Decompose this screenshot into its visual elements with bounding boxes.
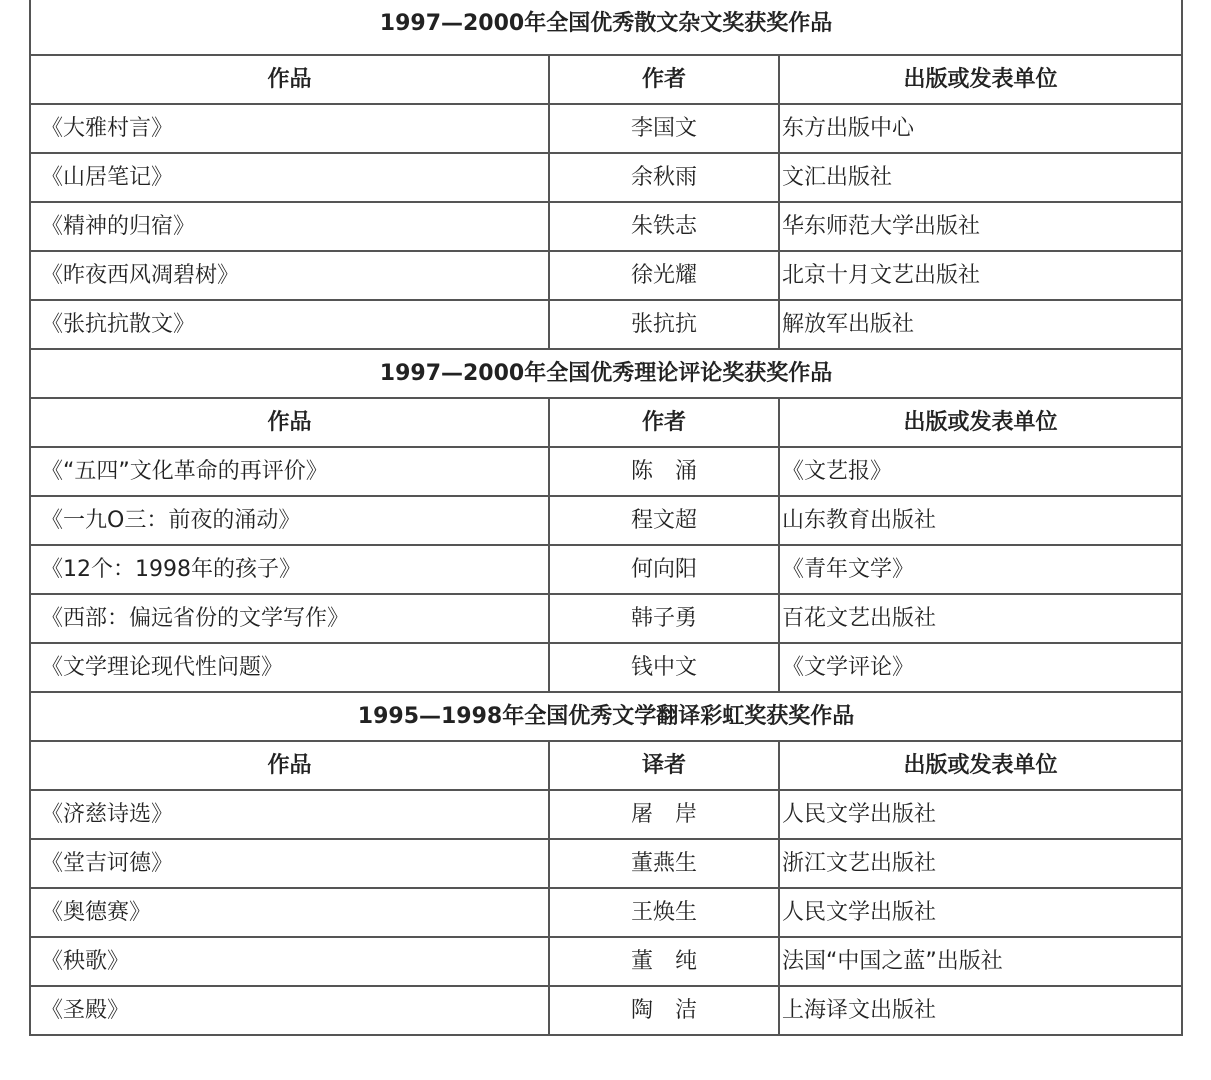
section-title: 1997—2000年全国优秀散文杂文奖获奖作品 [30, 0, 1182, 55]
translator-cell: 屠 岸 [549, 790, 779, 839]
publisher-cell: 法国“中国之蓝”出版社 [779, 937, 1182, 986]
work-cell: 《一九O三：前夜的涌动》 [30, 496, 549, 545]
work-cell: 《大雅村言》 [30, 104, 549, 153]
work-cell: 《文学理论现代性问题》 [30, 643, 549, 692]
header-translator: 译者 [549, 741, 779, 790]
work-cell: 《山居笔记》 [30, 153, 549, 202]
table-row [30, 153, 1182, 202]
header-author: 作者 [549, 398, 779, 447]
column-header-row [30, 55, 1182, 104]
author-cell: 李国文 [549, 104, 779, 153]
translator-cell: 王焕生 [549, 888, 779, 937]
publisher-cell: 《青年文学》 [779, 545, 1182, 594]
table-row [30, 888, 1182, 937]
table-row [30, 251, 1182, 300]
table-row [30, 986, 1182, 1035]
author-cell: 程文超 [549, 496, 779, 545]
work-cell: 《精神的归宿》 [30, 202, 549, 251]
work-cell: 《秧歌》 [30, 937, 549, 986]
table-row [30, 496, 1182, 545]
awards-document [29, 0, 1181, 1036]
section-title-row [30, 349, 1182, 398]
translator-cell: 陶 洁 [549, 986, 779, 1035]
publisher-cell: 人民文学出版社 [779, 790, 1182, 839]
header-work: 作品 [30, 398, 549, 447]
publisher-cell: 《文学评论》 [779, 643, 1182, 692]
publisher-cell: 上海译文出版社 [779, 986, 1182, 1035]
publisher-cell: 山东教育出版社 [779, 496, 1182, 545]
table-row [30, 447, 1182, 496]
section-title: 1995—1998年全国优秀文学翻译彩虹奖获奖作品 [30, 692, 1182, 741]
table-row [30, 300, 1182, 349]
section-title: 1997—2000年全国优秀理论评论奖获奖作品 [30, 349, 1182, 398]
section-title-row [30, 0, 1182, 55]
work-cell: 《奥德赛》 [30, 888, 549, 937]
work-cell: 《堂吉诃德》 [30, 839, 549, 888]
header-publisher: 出版或发表单位 [779, 398, 1182, 447]
table-row [30, 545, 1182, 594]
publisher-cell: 解放军出版社 [779, 300, 1182, 349]
author-cell: 朱铁志 [549, 202, 779, 251]
work-cell: 《济慈诗选》 [30, 790, 549, 839]
work-cell: 《“五四”文化革命的再评价》 [30, 447, 549, 496]
author-cell: 韩子勇 [549, 594, 779, 643]
column-header-row [30, 741, 1182, 790]
header-work: 作品 [30, 741, 549, 790]
awards-table [29, 0, 1183, 1036]
author-cell: 钱中文 [549, 643, 779, 692]
publisher-cell: 文汇出版社 [779, 153, 1182, 202]
author-cell: 张抗抗 [549, 300, 779, 349]
table-row [30, 202, 1182, 251]
work-cell: 《圣殿》 [30, 986, 549, 1035]
work-cell: 《西部：偏远省份的文学写作》 [30, 594, 549, 643]
column-header-row [30, 398, 1182, 447]
table-row [30, 594, 1182, 643]
author-cell: 余秋雨 [549, 153, 779, 202]
work-cell: 《张抗抗散文》 [30, 300, 549, 349]
publisher-cell: 《文艺报》 [779, 447, 1182, 496]
author-cell: 何向阳 [549, 545, 779, 594]
publisher-cell: 百花文艺出版社 [779, 594, 1182, 643]
section-title-row [30, 692, 1182, 741]
publisher-cell: 北京十月文艺出版社 [779, 251, 1182, 300]
publisher-cell: 华东师范大学出版社 [779, 202, 1182, 251]
translator-cell: 董 纯 [549, 937, 779, 986]
work-cell: 《12个：1998年的孩子》 [30, 545, 549, 594]
header-publisher: 出版或发表单位 [779, 741, 1182, 790]
table-row [30, 937, 1182, 986]
table-row [30, 104, 1182, 153]
author-cell: 徐光耀 [549, 251, 779, 300]
header-work: 作品 [30, 55, 549, 104]
table-row [30, 839, 1182, 888]
publisher-cell: 人民文学出版社 [779, 888, 1182, 937]
publisher-cell: 东方出版中心 [779, 104, 1182, 153]
work-cell: 《昨夜西风凋碧树》 [30, 251, 549, 300]
table-row [30, 790, 1182, 839]
header-publisher: 出版或发表单位 [779, 55, 1182, 104]
table-row [30, 643, 1182, 692]
translator-cell: 董燕生 [549, 839, 779, 888]
header-author: 作者 [549, 55, 779, 104]
author-cell: 陈 涌 [549, 447, 779, 496]
publisher-cell: 浙江文艺出版社 [779, 839, 1182, 888]
